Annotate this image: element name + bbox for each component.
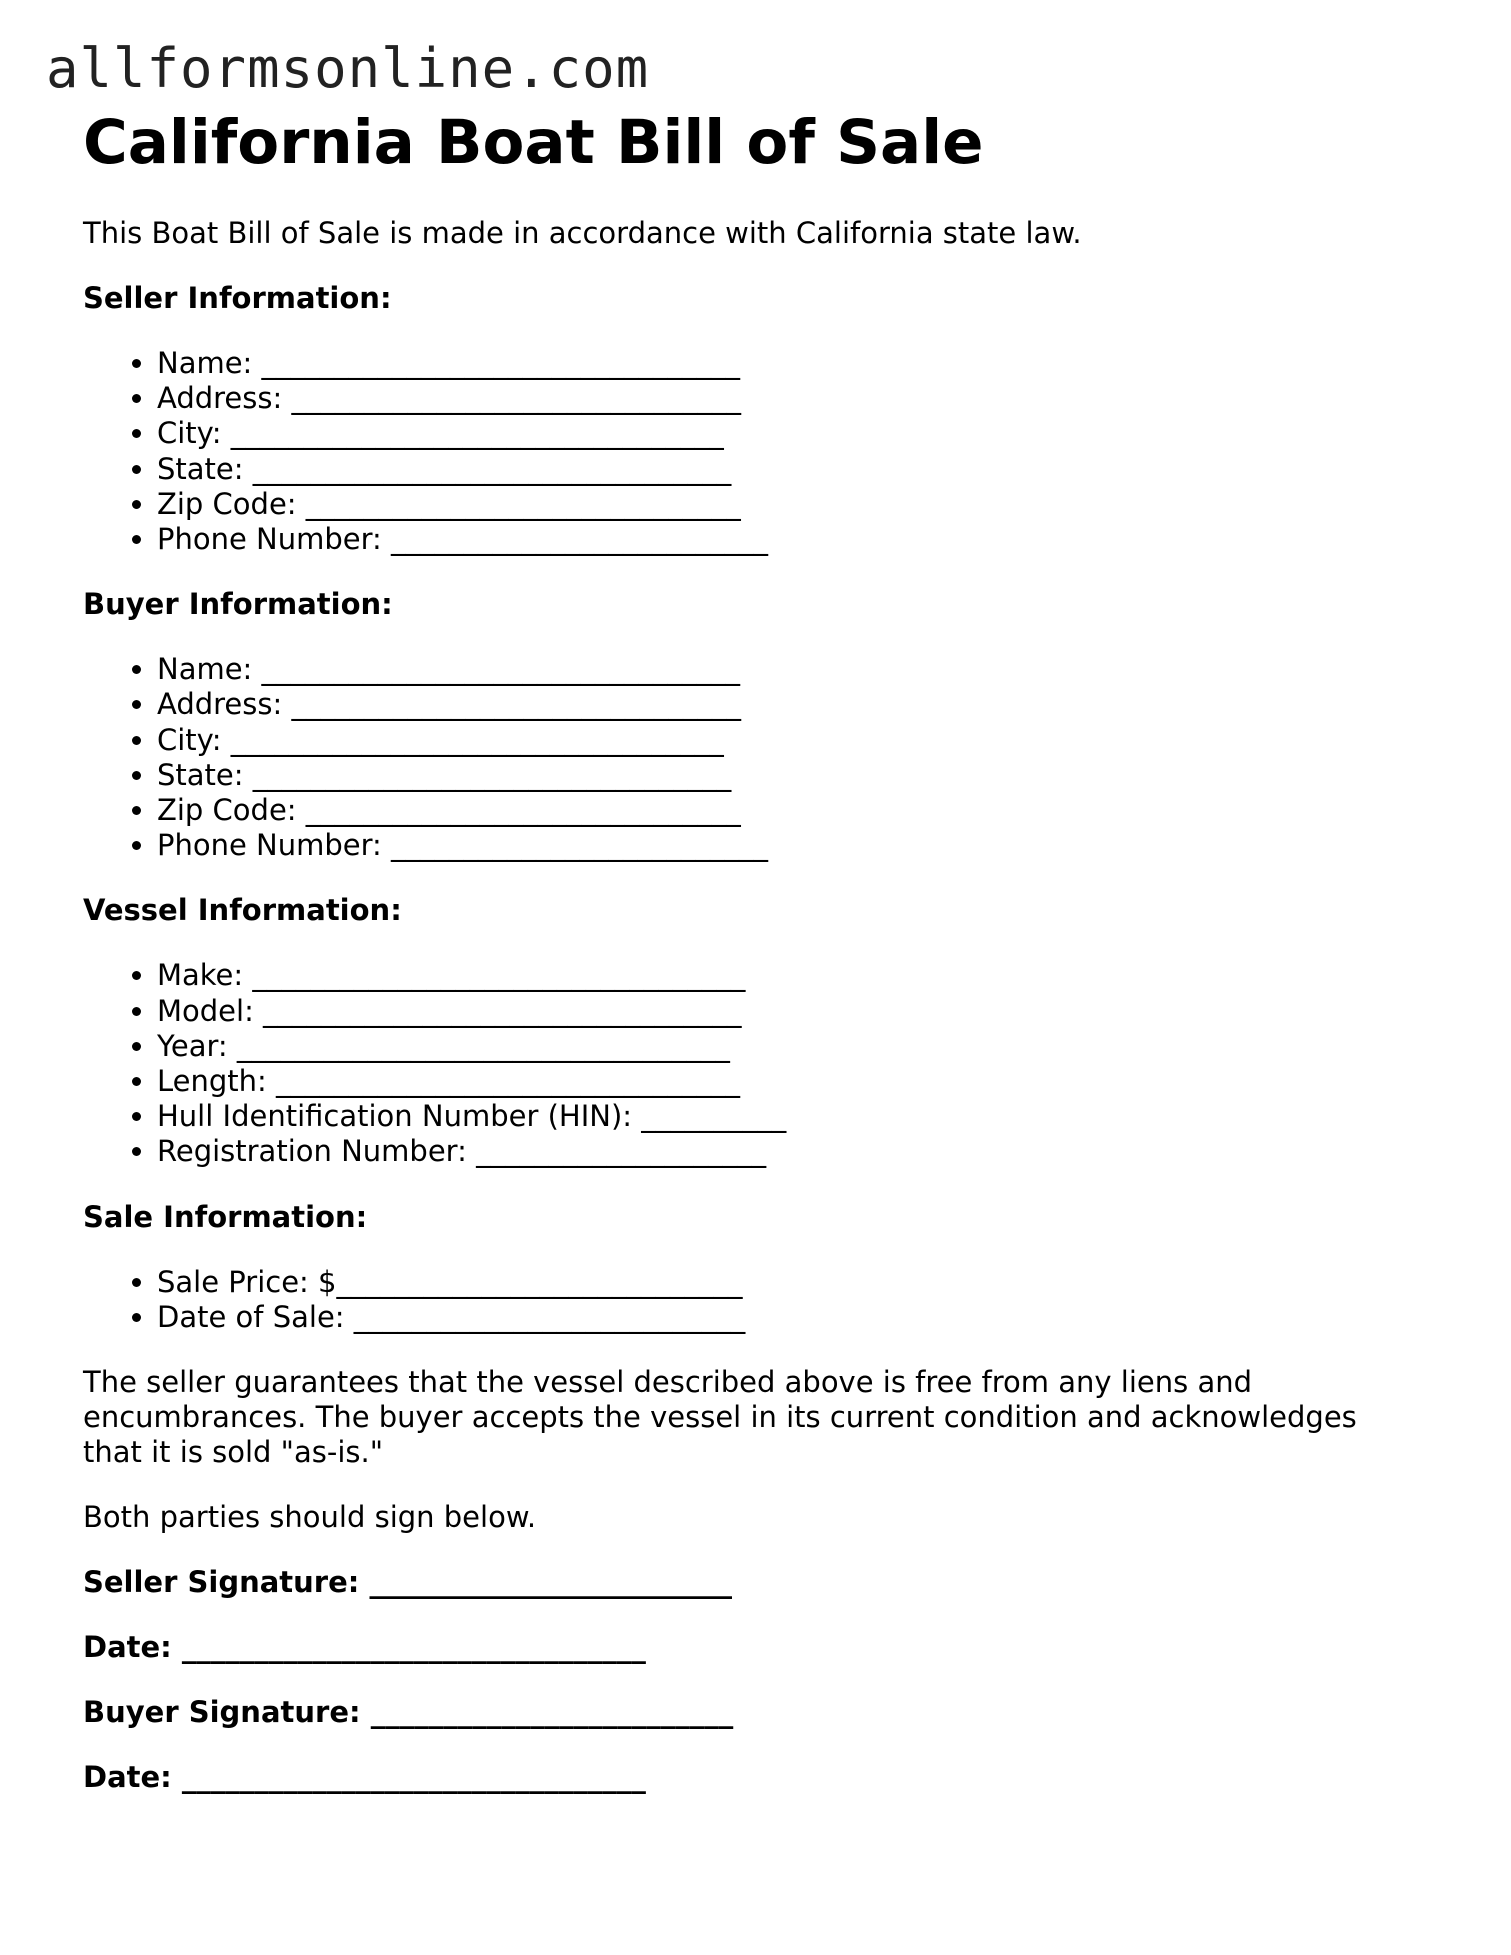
sale-price-field: • Sale Price: $____________________________ xyxy=(157,1265,1423,1300)
buyer-fields-list xyxy=(83,652,1423,863)
seller-state-field: • State: _________________________________ xyxy=(157,452,1423,487)
sale-fields-list xyxy=(83,1265,1423,1335)
seller-date-line: Date: ________________________________ xyxy=(83,1630,646,1665)
buyer-date-line: Date: ________________________________ xyxy=(83,1760,646,1795)
buyer-zip-field: • Zip Code: ______________________________ xyxy=(157,793,1423,828)
buyer-name-field: • Name: _________________________________ xyxy=(157,652,1423,687)
vessel-length-field: • Length: ________________________________ xyxy=(157,1064,1423,1099)
vessel-make-field: • Make: __________________________________ xyxy=(157,958,1423,993)
vessel-fields-list xyxy=(83,958,1423,1169)
form-document xyxy=(83,102,1423,1795)
vessel-hin-field: • Hull Identification Number (HIN): __________ xyxy=(157,1099,1423,1134)
intro-text: This Boat Bill of Sale is made in accordance with California state law. xyxy=(83,216,1082,250)
terms-paragraph: The seller guarantees that the vessel described above is free from any liens and encumbrances. The buyer accepts the vessel in its current condition and acknowledges that it is sold "as-is." xyxy=(83,1365,1357,1470)
buyer-state-field: • State: _________________________________ xyxy=(157,758,1423,793)
seller-phone-field: • Phone Number: __________________________ xyxy=(157,522,1423,557)
sale-date-field: • Date of Sale: ___________________________ xyxy=(157,1300,1423,1335)
seller-signature-line: Seller Signature: _________________________ xyxy=(83,1565,732,1600)
sign-instruction: Both parties should sign below. xyxy=(83,1500,537,1535)
vessel-section-heading: Vessel Information: xyxy=(83,893,402,928)
vessel-year-field: • Year: __________________________________ xyxy=(157,1029,1423,1064)
seller-name-field: • Name: _________________________________ xyxy=(157,346,1423,381)
sale-section-heading: Sale Information: xyxy=(83,1199,368,1234)
watermark: allformsonline.com xyxy=(46,37,650,100)
buyer-city-field: • City: __________________________________ xyxy=(157,723,1423,758)
seller-city-field: • City: __________________________________ xyxy=(157,416,1423,451)
buyer-address-field: • Address: _______________________________ xyxy=(157,687,1423,722)
seller-fields-list xyxy=(83,346,1423,557)
vessel-model-field: • Model: _________________________________ xyxy=(157,994,1423,1029)
vessel-registration-field: • Registration Number: ____________________ xyxy=(157,1134,1423,1169)
buyer-signature-line: Buyer Signature: _________________________ xyxy=(83,1695,734,1730)
seller-section-heading: Seller Information: xyxy=(83,281,392,315)
buyer-section-heading: Buyer Information: xyxy=(83,587,393,622)
seller-address-field: • Address: _______________________________ xyxy=(157,381,1423,416)
buyer-phone-field: • Phone Number: __________________________ xyxy=(157,828,1423,863)
form-title: California Boat Bill of Sale xyxy=(83,107,984,178)
seller-zip-field: • Zip Code: ______________________________ xyxy=(157,487,1423,522)
